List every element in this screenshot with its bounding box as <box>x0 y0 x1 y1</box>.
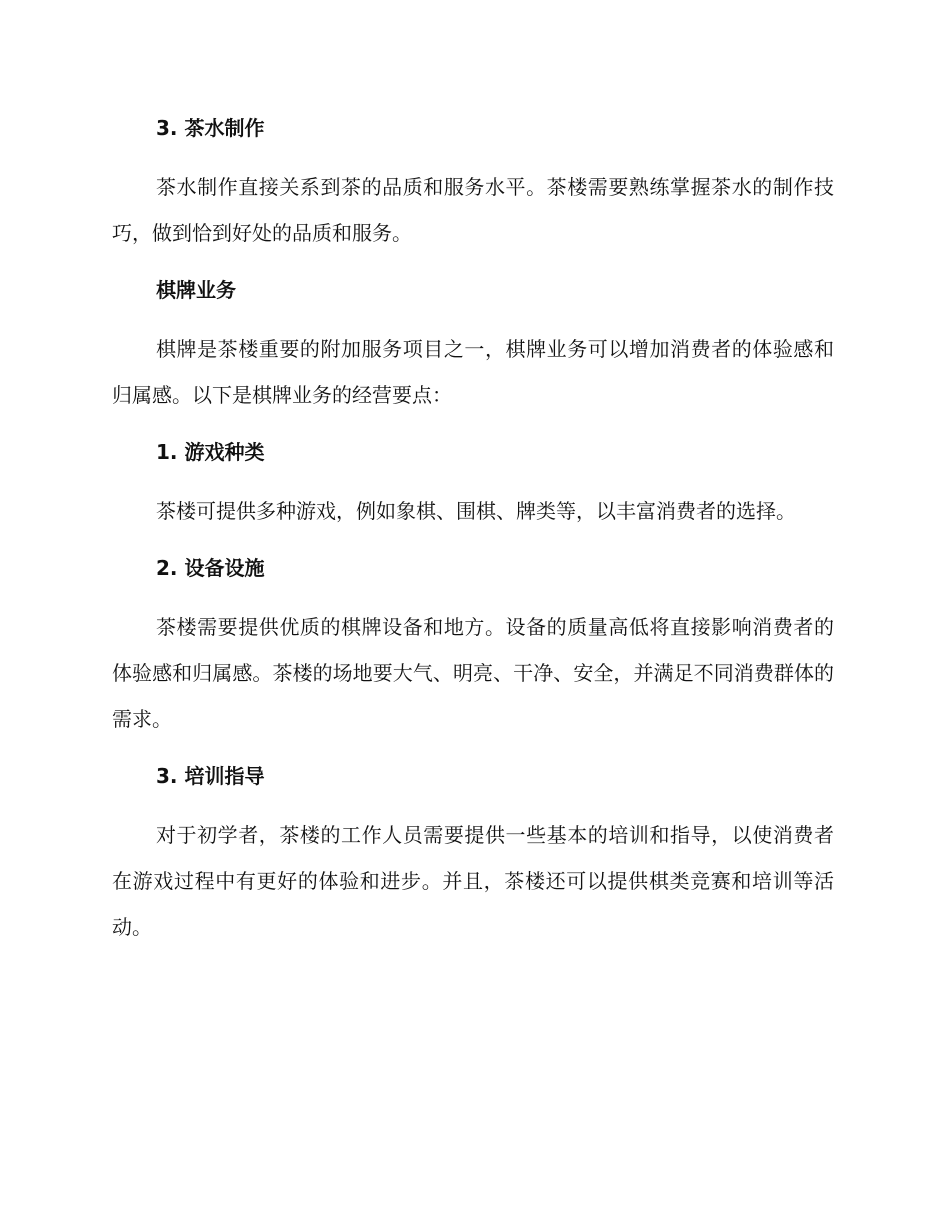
section-paragraph-equipment: 茶楼需要提供优质的棋牌设备和地方。设备的质量高低将直接影响消费者的体验感和归属感。茶楼的场地要大气、明亮、干净、安全，并满足不同消费群体的需求。 <box>112 615 834 731</box>
section-heading-game-types: 1. 游戏种类 <box>156 440 265 464</box>
section-heading-training: 3. 培训指导 <box>156 764 265 788</box>
section-heading-chess-cards-business: 棋牌业务 <box>156 278 236 302</box>
section-paragraph-chess-cards-business: 棋牌是茶楼重要的附加服务项目之一，棋牌业务可以增加消费者的体验感和归属感。以下是棋牌业务的经营要点： <box>112 337 834 407</box>
section-heading-tea-making: 3. 茶水制作 <box>156 116 265 140</box>
section-paragraph-game-types: 茶楼可提供多种游戏，例如象棋、围棋、牌类等，以丰富消费者的选择。 <box>156 499 796 523</box>
section-paragraph-training: 对于初学者，茶楼的工作人员需要提供一些基本的培训和指导，以使消费者在游戏过程中有更好的体验和进步。并且，茶楼还可以提供棋类竞赛和培训等活动。 <box>112 823 834 939</box>
document-body <box>112 108 834 964</box>
section-paragraph-tea-making: 茶水制作直接关系到茶的品质和服务水平。茶楼需要熟练掌握茶水的制作技巧，做到恰到好处的品质和服务。 <box>112 175 834 245</box>
section-heading-equipment: 2. 设备设施 <box>156 556 265 580</box>
